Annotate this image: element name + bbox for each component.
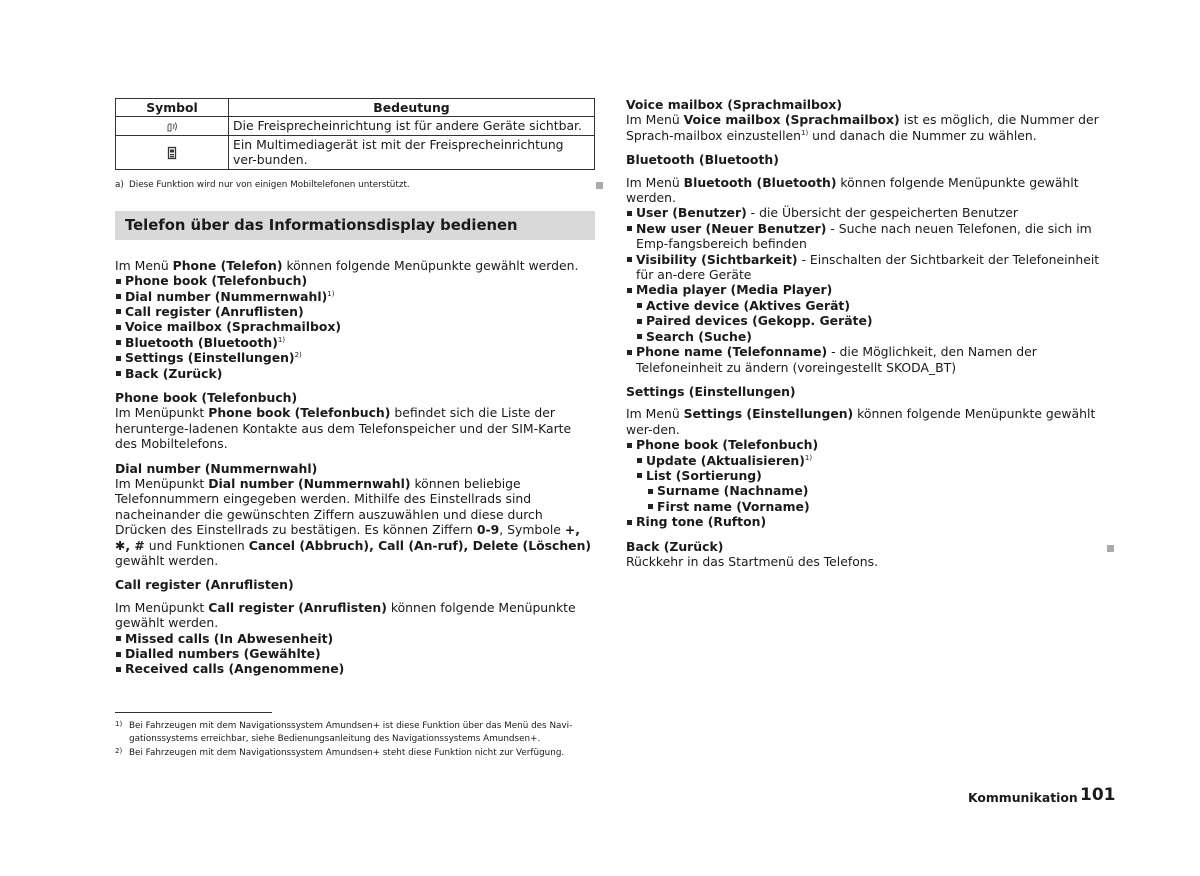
list-item: Dialled numbers (Gewählte)	[115, 646, 595, 661]
table-row	[116, 135, 595, 169]
bluetooth-list	[626, 205, 1111, 374]
footnote-text: Bei Fahrzeugen mit dem Navigationssystem Amundsen+ steht diese Funktion nicht zur Verfügung.	[129, 748, 565, 759]
list-item: Call register (Anruflisten)	[115, 304, 595, 319]
back-text: Rückkehr in das Startmenü des Telefons.	[626, 553, 879, 569]
intro-text: Im Menü Phone (Telefon) können folgende Menüpunkte gewählt werden.	[115, 257, 579, 273]
right-column	[626, 97, 1111, 569]
table-header-symbol: Symbol	[116, 99, 229, 117]
end-of-section-marker	[1107, 545, 1114, 552]
table-row	[116, 117, 595, 136]
list-item: Phone name (Telefonname) - die Möglichkeit, den Namen der Telefoneinheit zu ändern (voreingestellt SKODA_BT)	[626, 344, 1111, 375]
table-footnote	[115, 179, 595, 191]
list-subitem: Search (Suche)	[636, 329, 1111, 344]
list-subsubitem: Surname (Nachname)	[647, 483, 1111, 498]
bluetooth-heading: Bluetooth (Bluetooth)	[626, 152, 779, 168]
chapter-name: Kommunikation	[968, 790, 1078, 805]
callreg-list	[115, 631, 595, 677]
settings-list	[626, 437, 1111, 529]
phone-menu-list	[115, 273, 595, 381]
footnote-text: Diese Funktion wird nur von einigen Mobiltelefonen unterstützt.	[129, 179, 410, 190]
page-number: 101	[1080, 785, 1116, 805]
symbol-table	[115, 98, 595, 170]
callreg-heading: Call register (Anruflisten)	[115, 577, 294, 593]
voicemail-heading: Voice mailbox (Sprachmailbox)	[626, 97, 843, 112]
list-item: Settings (Einstellungen)$^{2)}$	[115, 350, 595, 365]
list-item: Visibility (Sichtbarkeit) - Einschalten der Sichtbarkeit der Telefoneinheit für an-dere Geräte	[626, 252, 1111, 283]
phonebook-text: Im Menüpunkt Phone book (Telefonbuch) befindet sich die Liste der herunterge-ladenen Kontakte aus dem Telefonspeicher und der SIM-Karte des Mobiltelefons.	[115, 405, 572, 452]
list-item: Media player (Media Player)	[626, 282, 1111, 297]
table-cell-meaning: Ein Multimediagerät ist mit der Freisprecheinrichtung ver-bunden.	[229, 135, 595, 169]
callreg-text: Im Menüpunkt Call register (Anruflisten) können folgende Menüpunkte gewählt werden.	[115, 599, 576, 631]
list-item: Phone book (Telefonbuch)	[626, 437, 1111, 452]
page-footnotes	[115, 712, 595, 760]
bluetooth-text: Im Menü Bluetooth (Bluetooth) können folgende Menüpunkte gewählt werden.	[626, 174, 1079, 206]
dial-text: Im Menüpunkt Dial number (Nummernwahl) können beliebige Telefonnummern eingegeben werden. Mithilfe des Einstellrads sind nacheinander die gewünschten Ziffern auszuwählen und diese durch Drücken des Einstellrads zu bestätigen. Es können Ziffern 0-9, Symbole +, ✱, # und Funktionen Cancel (Abbruch), Call (An-ruf), Delete (Löschen) gewählt werden.	[115, 476, 592, 569]
list-subitem: Paired devices (Gekopp. Geräte)	[636, 313, 1111, 328]
list-subitem: Active device (Aktives Gerät)	[636, 298, 1111, 313]
list-item: Back (Zurück)	[115, 366, 595, 381]
settings-text: Im Menü Settings (Einstellungen) können folgende Menüpunkte gewählt wer-den.	[626, 406, 1096, 437]
list-subsubitem: First name (Vorname)	[647, 499, 1111, 514]
list-item: Received calls (Angenommene)	[115, 661, 595, 676]
list-item: Voice mailbox (Sprachmailbox)	[115, 319, 595, 334]
table-cell-symbol	[116, 135, 229, 169]
back-heading: Back (Zurück)	[626, 538, 724, 554]
list-item: User (Benutzer) - die Übersicht der gespeicherten Benutzer	[626, 205, 1111, 220]
table-header-row	[116, 99, 595, 117]
media-device-icon	[166, 146, 178, 160]
table-cell-symbol	[116, 117, 229, 136]
section-title: Telefon über das Informationsdisplay bedienen	[115, 211, 595, 240]
footnote	[115, 747, 595, 760]
list-subitem: Update (Aktualisieren)$^{1)}$	[636, 453, 1111, 468]
list-item: Bluetooth (Bluetooth)$^{1)}$	[115, 335, 595, 350]
footnote-divider	[115, 712, 272, 713]
footnote-mark: 2)	[115, 747, 123, 756]
list-item: New user (Neuer Benutzer) - Suche nach neuen Telefonen, die sich im Emp-fangsbereich befinden	[626, 221, 1111, 252]
phonebook-heading: Phone book (Telefonbuch)	[115, 389, 298, 405]
list-item: Dial number (Nummernwahl)$^{1)}$	[115, 289, 595, 304]
footnote-text: Bei Fahrzeugen mit dem Navigationssystem Amundsen+ ist diese Funktion über das Menü des Navi-gationssystems erreichbar, siehe Bedienungsanleitung des Navigationssystems Amundsen+.	[129, 721, 573, 744]
footnote-mark: a)	[115, 179, 124, 190]
list-subitem: List (Sortierung)	[636, 468, 1111, 483]
footnote-mark: 1)	[115, 720, 123, 728]
dial-heading: Dial number (Nummernwahl)	[115, 460, 318, 476]
left-column	[115, 98, 595, 677]
settings-heading: Settings (Einstellungen)	[626, 383, 796, 399]
list-item: Missed calls (In Abwesenheit)	[115, 631, 595, 646]
list-item: Ring tone (Rufton)	[626, 514, 1111, 529]
table-cell-meaning: Die Freisprecheinrichtung ist für andere Geräte sichtbar.	[229, 117, 595, 136]
table-header-meaning: Bedeutung	[229, 99, 595, 117]
voicemail-text: Im Menü Voice mailbox (Sprachmailbox) ist es möglich, die Nummer der Sprach-mailbox einzustellen$^{1)}$ und danach die Nummer zu wählen.	[626, 112, 1099, 143]
footnote	[115, 720, 595, 745]
phone-visible-icon	[165, 120, 179, 134]
end-of-section-marker	[596, 182, 603, 189]
list-item: Phone book (Telefonbuch)	[115, 273, 595, 288]
